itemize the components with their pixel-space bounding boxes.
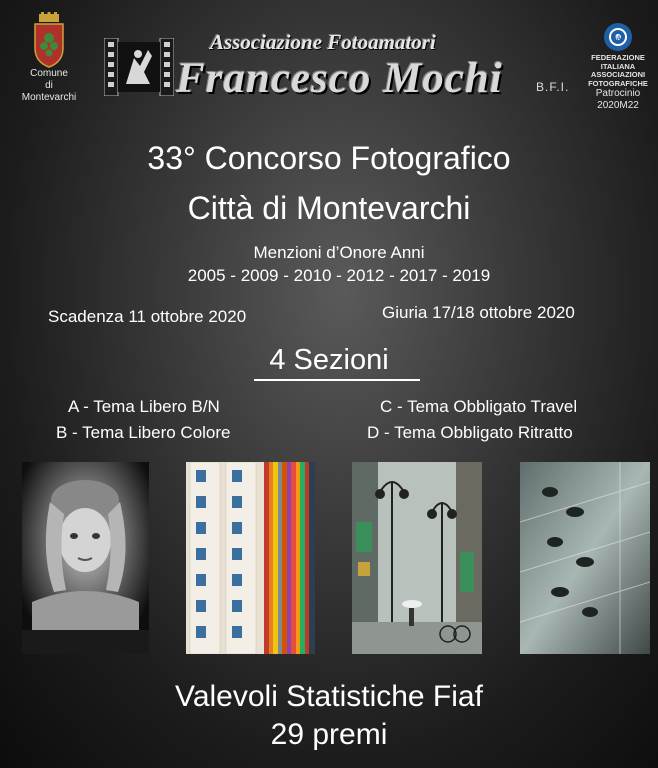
fiaf-line2: ITALIANA bbox=[600, 61, 636, 71]
club-name-logo: Francesco Mochi bbox=[176, 55, 503, 102]
crest-icon bbox=[29, 12, 69, 68]
honors-years: 2005 - 2009 - 2010 - 2012 - 2017 - 2019 bbox=[187, 266, 491, 285]
deadline-text: Scadenza 11 ottobre 2020 bbox=[48, 307, 247, 326]
comune-label-di: di bbox=[45, 80, 53, 91]
photo-bw-portrait bbox=[22, 462, 149, 654]
section-a: A - Tema Libero B/N bbox=[68, 397, 220, 416]
fiaf-line4: FOTOGRAFICHE bbox=[588, 78, 648, 88]
patronage-code: 2020M22 bbox=[597, 100, 639, 111]
fiaf-logo-text: FIAF bbox=[611, 36, 625, 42]
section-c: C - Tema Obbligato Travel bbox=[380, 397, 578, 416]
fiaf-line3: ASSOCIAZIONI bbox=[590, 70, 646, 79]
comune-logo bbox=[14, 12, 84, 104]
fiaf-logo-block bbox=[580, 22, 656, 112]
jury-text: Giuria 17/18 ottobre 2020 bbox=[382, 303, 575, 322]
footer-prizes: 29 premi bbox=[270, 718, 388, 751]
photo-portrait-glass bbox=[520, 462, 650, 654]
contest-title: 33° Concorso Fotografico bbox=[147, 140, 511, 176]
association-name: Associazione Fotoamatori bbox=[210, 30, 436, 54]
photo-color-building bbox=[186, 462, 315, 654]
patronage-label: Patrocinio bbox=[595, 88, 641, 99]
fiaf-logo-icon bbox=[603, 22, 633, 52]
contest-subtitle: Città di Montevarchi bbox=[187, 190, 471, 226]
bfi-label: B.F.I. bbox=[536, 80, 570, 94]
comune-label: Comune bbox=[30, 68, 68, 79]
comune-label-city: Montevarchi bbox=[21, 92, 77, 103]
fiaf-line1: FEDERAZIONE bbox=[591, 53, 645, 62]
honors-heading: Menzioni d’Onore Anni bbox=[253, 243, 425, 262]
film-strip-icon bbox=[104, 38, 174, 96]
footer-statistics: Valevoli Statistiche Fiaf bbox=[175, 680, 483, 713]
photo-travel-street bbox=[352, 462, 482, 654]
section-b: B - Tema Libero Colore bbox=[56, 423, 231, 442]
section-d: D - Tema Obbligato Ritratto bbox=[367, 423, 573, 442]
sections-underline bbox=[254, 379, 420, 381]
sections-heading: 4 Sezioni bbox=[269, 344, 389, 376]
